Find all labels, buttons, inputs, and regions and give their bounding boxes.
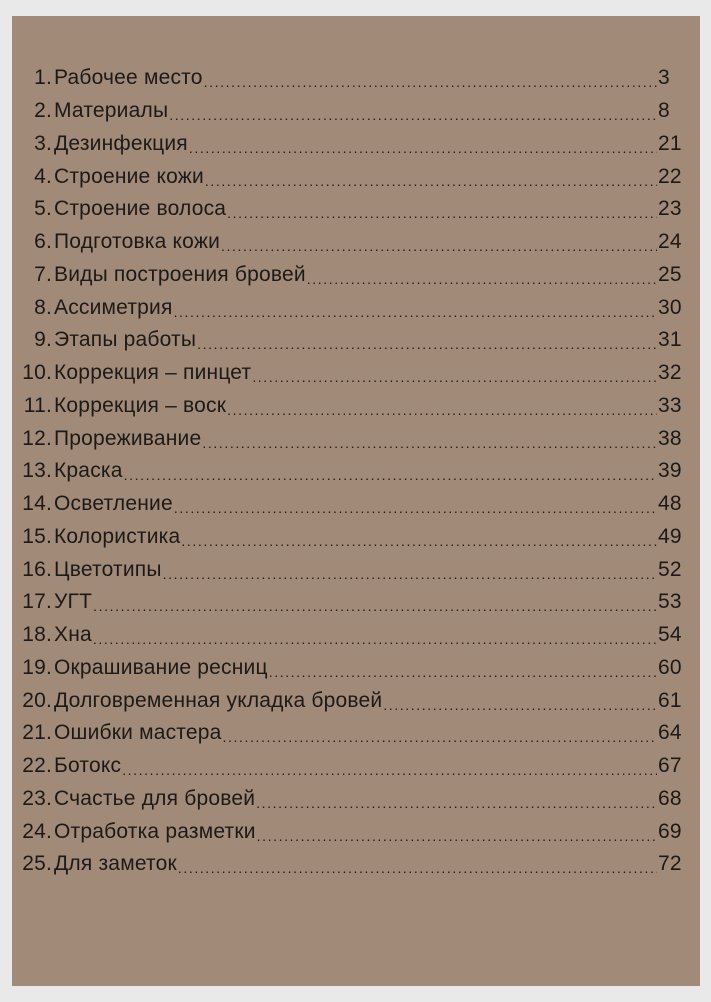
toc-entry-title: Краска xyxy=(54,459,123,483)
toc-dot-leader xyxy=(181,533,657,549)
toc-dot-leader xyxy=(269,664,657,680)
toc-entry-page-number: 33 xyxy=(658,393,682,417)
toc-entry-title: Для заметок xyxy=(54,852,177,876)
toc-entry-page-number: 3 xyxy=(658,66,670,90)
toc-entry xyxy=(12,783,700,816)
toc-entry-page-number: 39 xyxy=(658,459,682,483)
toc-entry-title: Осветление xyxy=(54,492,173,516)
toc-dot-leader xyxy=(169,107,657,123)
toc-entry-number: 18. xyxy=(22,623,52,647)
toc-entry-page-number: 68 xyxy=(658,786,682,810)
toc-dot-leader xyxy=(93,631,657,647)
toc-dot-leader xyxy=(189,140,657,156)
toc-entry-title: Окрашивание ресниц xyxy=(54,655,268,679)
toc-entry xyxy=(12,455,700,488)
toc-dot-leader xyxy=(307,271,657,287)
toc-entry-title: Рабочее место xyxy=(54,66,203,90)
toc-entry xyxy=(12,521,700,554)
toc-entry-number: 19. xyxy=(22,655,52,679)
toc-entry-title: Колористика xyxy=(54,524,181,548)
toc-entry xyxy=(12,422,700,455)
toc-entry-number: 11. xyxy=(23,393,52,417)
toc-entry-title: Отработка разметки xyxy=(54,819,256,843)
toc-dot-leader xyxy=(197,336,657,352)
toc-entry-number: 17. xyxy=(22,590,52,614)
toc-entry xyxy=(12,488,700,521)
toc-entry-title: Коррекция – пинцет xyxy=(54,361,252,385)
toc-entry-page-number: 54 xyxy=(658,623,682,647)
toc-entry-number: 9. xyxy=(34,328,52,352)
toc-entry-page-number: 30 xyxy=(658,295,682,319)
toc-entry-title: Прореживание xyxy=(54,426,202,450)
toc-entry-page-number: 24 xyxy=(658,230,682,254)
document-page xyxy=(12,16,700,986)
toc-entry xyxy=(12,193,700,226)
toc-entry-number: 5. xyxy=(34,197,52,221)
toc-entry-title: Этапы работы xyxy=(54,328,197,352)
toc-entry-page-number: 60 xyxy=(658,655,682,679)
toc-entry xyxy=(12,619,700,652)
toc-entry-number: 13. xyxy=(22,459,52,483)
toc-entry-title: Строение кожи xyxy=(54,164,204,188)
toc-entry-title: Виды построения бровей xyxy=(54,262,306,286)
toc-entry xyxy=(12,62,700,95)
toc-entry xyxy=(12,128,700,161)
toc-entry-title: Ошибки мастера xyxy=(54,721,222,745)
toc-entry-number: 24. xyxy=(22,819,52,843)
toc-entry-number: 16. xyxy=(22,557,52,581)
toc-entry-number: 14. xyxy=(22,492,52,516)
toc-entry xyxy=(12,390,700,423)
toc-entry-page-number: 67 xyxy=(658,754,682,778)
toc-entry-title: Строение волоса xyxy=(54,197,227,221)
toc-entry xyxy=(12,717,700,750)
toc-entry-page-number: 8 xyxy=(658,99,670,123)
toc-dot-leader xyxy=(204,74,657,90)
toc-entry-page-number: 25 xyxy=(658,262,682,286)
toc-dot-leader xyxy=(122,762,657,778)
toc-entry-title: Цветотипы xyxy=(54,557,162,581)
toc-entry-page-number: 48 xyxy=(658,492,682,516)
toc-entry xyxy=(12,160,700,193)
toc-entry-page-number: 53 xyxy=(658,590,682,614)
toc-entry xyxy=(12,226,700,259)
toc-entry-number: 23. xyxy=(22,786,52,810)
toc-entry-number: 2. xyxy=(34,99,52,123)
toc-dot-leader xyxy=(221,238,657,254)
toc-entry xyxy=(12,652,700,685)
toc-entry-page-number: 32 xyxy=(658,361,682,385)
toc-dot-leader xyxy=(257,828,657,844)
toc-entry-title: Долговременная укладка бровей xyxy=(54,688,383,712)
toc-entry-title: Ассиметрия xyxy=(54,295,173,319)
toc-entry-page-number: 38 xyxy=(658,426,682,450)
toc-entry-title: Хна xyxy=(54,623,92,647)
toc-entry-number: 22. xyxy=(22,754,52,778)
toc-entry xyxy=(12,259,700,292)
toc-entry xyxy=(12,553,700,586)
toc-entry-page-number: 72 xyxy=(658,852,682,876)
toc-entry-number: 6. xyxy=(34,230,52,254)
toc-dot-leader xyxy=(202,435,657,451)
toc-entry xyxy=(12,750,700,783)
toc-entry-page-number: 64 xyxy=(658,721,682,745)
toc-entry-page-number: 21 xyxy=(658,131,682,155)
toc-entry-title: Подготовка кожи xyxy=(54,230,221,254)
toc-dot-leader xyxy=(256,795,657,811)
toc-dot-leader xyxy=(93,598,657,614)
toc-dot-leader xyxy=(124,467,657,483)
toc-dot-leader xyxy=(227,205,657,221)
toc-entry-number: 8. xyxy=(34,295,52,319)
toc-dot-leader xyxy=(178,860,657,876)
table-of-contents xyxy=(12,62,700,881)
toc-entry-page-number: 49 xyxy=(658,524,682,548)
toc-dot-leader xyxy=(252,369,657,385)
toc-entry-number: 4. xyxy=(34,164,52,188)
toc-entry-title: Коррекция – воск xyxy=(54,393,227,417)
toc-entry xyxy=(12,324,700,357)
toc-entry-title: УГТ xyxy=(54,590,93,614)
toc-entry-number: 20. xyxy=(22,688,52,712)
toc-entry-title: Счастье для бровей xyxy=(54,786,256,810)
toc-dot-leader xyxy=(205,173,657,189)
toc-entry xyxy=(12,848,700,881)
toc-entry-page-number: 31 xyxy=(658,328,682,352)
toc-dot-leader xyxy=(223,729,657,745)
toc-entry xyxy=(12,95,700,128)
toc-entry-number: 10. xyxy=(22,361,52,385)
toc-entry xyxy=(12,815,700,848)
toc-entry xyxy=(12,291,700,324)
toc-entry-page-number: 61 xyxy=(658,688,682,712)
toc-dot-leader xyxy=(227,402,657,418)
toc-entry xyxy=(12,684,700,717)
toc-entry-number: 1. xyxy=(34,66,52,90)
toc-entry-page-number: 69 xyxy=(658,819,682,843)
toc-entry xyxy=(12,586,700,619)
toc-entry-number: 3. xyxy=(34,131,52,155)
toc-entry-number: 7. xyxy=(34,262,52,286)
toc-entry-number: 21. xyxy=(22,721,52,745)
toc-entry-title: Ботокс xyxy=(54,754,122,778)
toc-dot-leader xyxy=(163,566,657,582)
toc-entry-page-number: 52 xyxy=(658,557,682,581)
toc-entry-page-number: 22 xyxy=(658,164,682,188)
toc-entry-page-number: 23 xyxy=(658,197,682,221)
toc-entry-number: 12. xyxy=(22,426,52,450)
toc-entry xyxy=(12,357,700,390)
toc-entry-title: Дезинфекция xyxy=(54,131,188,155)
toc-dot-leader xyxy=(174,304,657,320)
toc-dot-leader xyxy=(174,500,657,516)
toc-dot-leader xyxy=(383,697,657,713)
toc-entry-number: 25. xyxy=(22,852,52,876)
toc-entry-number: 15. xyxy=(22,524,52,548)
toc-entry-title: Материалы xyxy=(54,99,169,123)
